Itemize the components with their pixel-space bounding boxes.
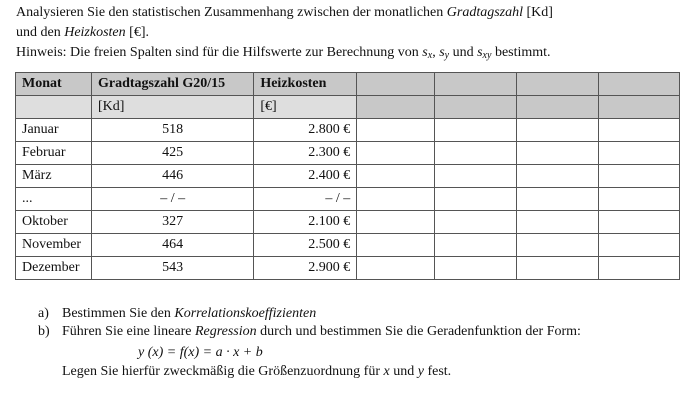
cell-gradtagszahl: 327 bbox=[92, 211, 254, 234]
free-unit-cell bbox=[598, 96, 680, 119]
cell-heizkosten: 2.300 € bbox=[254, 142, 357, 165]
free-header-cell bbox=[357, 73, 435, 96]
cell-month: Februar bbox=[16, 142, 92, 165]
cell-month: Januar bbox=[16, 119, 92, 142]
free-cell[interactable] bbox=[598, 165, 680, 188]
free-cell[interactable] bbox=[357, 142, 435, 165]
free-header-cell bbox=[434, 73, 516, 96]
term-gradtagszahl: Gradtagszahl bbox=[446, 5, 524, 20]
task-a: a) Bestimmen Sie den Korrelationskoeffizienten bbox=[38, 306, 317, 321]
free-cell[interactable] bbox=[517, 119, 598, 142]
header-gradtagszahl: Gradtagszahl G20/15 bbox=[92, 73, 254, 96]
free-cell[interactable] bbox=[517, 165, 598, 188]
cell-gradtagszahl: 464 bbox=[92, 234, 254, 257]
free-cell[interactable] bbox=[598, 142, 680, 165]
variable-y: y bbox=[417, 364, 424, 379]
free-cell[interactable] bbox=[517, 234, 598, 257]
free-cell[interactable] bbox=[357, 211, 435, 234]
regression-formula: y (x) = f(x) = a · x + b bbox=[138, 345, 263, 360]
term-regression: Regression bbox=[194, 324, 257, 339]
term-korrelationskoeffizient: Korrelationskoeffizienten bbox=[174, 306, 317, 321]
table-row bbox=[16, 257, 680, 280]
free-cell[interactable] bbox=[517, 211, 598, 234]
table-row bbox=[16, 165, 680, 188]
free-unit-cell bbox=[434, 96, 516, 119]
free-cell[interactable] bbox=[598, 211, 680, 234]
table-row bbox=[16, 142, 680, 165]
cell-heizkosten: 2.900 € bbox=[254, 257, 357, 280]
table-header-row bbox=[16, 73, 680, 96]
cell-heizkosten: 2.400 € bbox=[254, 165, 357, 188]
free-cell[interactable] bbox=[434, 119, 516, 142]
cell-gradtagszahl: 543 bbox=[92, 257, 254, 280]
cell-gradtagszahl: 518 bbox=[92, 119, 254, 142]
table-row bbox=[16, 211, 680, 234]
cell-month: Dezember bbox=[16, 257, 92, 280]
table-row bbox=[16, 119, 680, 142]
cell-heizkosten: 2.100 € bbox=[254, 211, 357, 234]
free-cell[interactable] bbox=[598, 188, 680, 211]
free-unit-cell bbox=[517, 96, 598, 119]
task-list bbox=[38, 305, 678, 381]
intro-line-1: Analysieren Sie den statistischen Zusammenhang zwischen der monatlichen Gradtagszahl [Kd] bbox=[16, 5, 553, 20]
cell-gradtagszahl: – / – bbox=[92, 188, 254, 211]
free-cell[interactable] bbox=[434, 142, 516, 165]
unit-gradtagszahl: [Kd] bbox=[92, 96, 254, 119]
task-b: b) Führen Sie eine lineare Regression durch und bestimmen Sie die Geradenfunktion der Form: y (x) = f(x) = a · x + b Legen Sie hierfür zweckmäßig die Größenzuordnung für x und y fest. bbox=[38, 323, 678, 381]
header-monat: Monat bbox=[16, 73, 92, 96]
hint-line: Hinweis: Die freien Spalten sind für die Hilfswerte zur Berechnung von $s_x$, $s_y$ und $s_{xy}$ bestimmt. bbox=[16, 45, 551, 61]
task-intro bbox=[16, 3, 676, 66]
cell-month: November bbox=[16, 234, 92, 257]
free-cell[interactable] bbox=[434, 257, 516, 280]
table-row bbox=[16, 234, 680, 257]
cell-month: Oktober bbox=[16, 211, 92, 234]
cell-gradtagszahl: 425 bbox=[92, 142, 254, 165]
free-cell[interactable] bbox=[517, 257, 598, 280]
intro-line-2: und den Heizkosten [€]. bbox=[16, 25, 149, 40]
free-cell[interactable] bbox=[434, 188, 516, 211]
symbol-sy: s bbox=[439, 45, 445, 60]
symbol-sxy: s bbox=[477, 45, 483, 60]
cell-month: März bbox=[16, 165, 92, 188]
data-table bbox=[15, 72, 680, 280]
free-header-cell bbox=[598, 73, 680, 96]
free-unit-cell bbox=[357, 96, 435, 119]
symbol-sx: s bbox=[422, 45, 428, 60]
free-cell[interactable] bbox=[357, 119, 435, 142]
free-cell[interactable] bbox=[357, 234, 435, 257]
free-cell[interactable] bbox=[357, 257, 435, 280]
free-cell[interactable] bbox=[434, 165, 516, 188]
task-b-label: b) bbox=[38, 324, 50, 339]
free-header-cell bbox=[517, 73, 598, 96]
task-b-note: Legen Sie hierfür zweckmäßig die Größenzuordnung für x und y fest. bbox=[62, 364, 452, 379]
free-cell[interactable] bbox=[517, 142, 598, 165]
free-cell[interactable] bbox=[434, 234, 516, 257]
cell-heizkosten: – / – bbox=[254, 188, 357, 211]
free-cell[interactable] bbox=[598, 257, 680, 280]
free-cell[interactable] bbox=[357, 165, 435, 188]
free-cell[interactable] bbox=[598, 234, 680, 257]
cell-month: ... bbox=[16, 188, 92, 211]
unit-heizkosten: [€] bbox=[254, 96, 357, 119]
unit-monat bbox=[16, 96, 92, 119]
task-a-label: a) bbox=[38, 306, 49, 321]
cell-heizkosten: 2.800 € bbox=[254, 119, 357, 142]
free-cell[interactable] bbox=[434, 211, 516, 234]
header-heizkosten: Heizkosten bbox=[254, 73, 357, 96]
cell-gradtagszahl: 446 bbox=[92, 165, 254, 188]
free-cell[interactable] bbox=[517, 188, 598, 211]
table-row bbox=[16, 188, 680, 211]
table-unit-row bbox=[16, 96, 680, 119]
term-heizkosten: Heizkosten bbox=[64, 25, 126, 40]
free-cell[interactable] bbox=[598, 119, 680, 142]
variable-x: x bbox=[383, 364, 390, 379]
free-cell[interactable] bbox=[357, 188, 435, 211]
cell-heizkosten: 2.500 € bbox=[254, 234, 357, 257]
